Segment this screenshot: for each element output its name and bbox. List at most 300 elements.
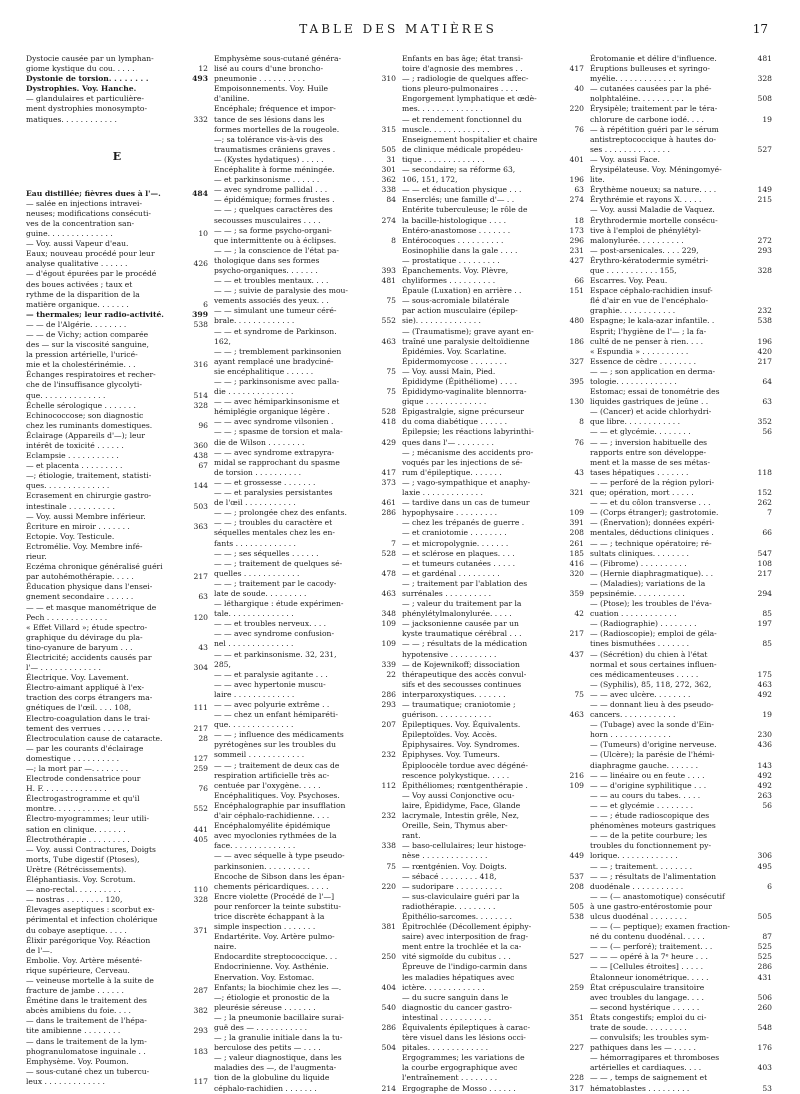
- entry-page-number: 373: [381, 477, 396, 487]
- index-entry: [402, 539, 584, 549]
- index-entry: [402, 922, 584, 962]
- entry-text: Électroculation cause de cataracte.: [26, 733, 163, 743]
- entry-text: Écriture en miroir . . . . . . .: [26, 521, 130, 531]
- entry-text: — rœntgénien. Voy. Doigts.: [402, 861, 507, 871]
- index-entry: [402, 892, 584, 912]
- index-entry: [590, 246, 772, 256]
- index-entry: [402, 700, 584, 720]
- index-entry: [590, 771, 772, 781]
- index-entry: [26, 74, 208, 84]
- entry-text: — d'égout épurées par le procédé des boues activées ; taux et rythme de la disparition de la matière organique. . . . . . .: [26, 269, 157, 309]
- index-entry: [26, 532, 208, 542]
- entry-page-number: 232: [381, 811, 396, 821]
- entry-page-number: 217: [193, 723, 208, 733]
- index-entry: [590, 1053, 772, 1073]
- index-entry: [590, 347, 772, 357]
- entry-text: Épilepsie; les réactions labyrinthi- ques dans l'— . . . . . . . .: [402, 427, 534, 447]
- entry-page-number: 287: [193, 986, 208, 996]
- entry-page-number: 505: [381, 144, 396, 154]
- entry-page-number: 399: [192, 309, 208, 319]
- entry-page-number: 40: [574, 84, 584, 94]
- entry-text: Épanchements. Voy. Plèvre, chyliformes . . . . . . . . . .: [402, 265, 509, 286]
- index-entry: [26, 1037, 208, 1057]
- index-entry: [26, 249, 208, 269]
- entry-page-number: 207: [381, 720, 396, 730]
- entry-page-number: 183: [193, 1046, 208, 1056]
- entry-page-number: 492: [757, 780, 772, 790]
- entry-page-number: 260: [757, 1002, 772, 1012]
- index-entry: [402, 740, 584, 750]
- entry-text: Esprit; l'hygiène de l'— ; la fa- culté de ne penser à rien. . . .: [590, 326, 707, 346]
- entry-text: Entérocoques . . . . . . . . . .: [402, 235, 504, 245]
- index-entry: [214, 135, 396, 155]
- entry-text: — — ; quelques caractères des secousses musculaires . . . .: [214, 205, 333, 225]
- index-entry: [590, 962, 772, 972]
- index-entry: [402, 1053, 584, 1083]
- entry-page-number: 338: [381, 841, 396, 851]
- entry-text: —; la mort par —. . . . . . . .: [26, 764, 129, 773]
- entry-text: — ; vago-sympathique et anaphy- laxie . . . . . . . . . . . . .: [402, 477, 531, 498]
- entry-text: —; sa tolérance vis-à-vis des traumatismes crâniens graves .: [214, 134, 336, 154]
- entry-text: Étalonneur ionométrique. . . . .: [590, 972, 709, 982]
- entry-page-number: 436: [757, 740, 772, 750]
- index-entry: [26, 451, 208, 461]
- index-entry: [590, 125, 772, 155]
- entry-text: — épidémique; formes frustes .: [214, 195, 335, 205]
- entry-text: Épididyme (Épithéliome) . . . .: [402, 377, 518, 386]
- index-entry: [214, 518, 396, 548]
- index-entry: [26, 744, 208, 764]
- index-entry: [590, 316, 772, 326]
- entry-text: — et craniotomie . . . . . . . .: [402, 528, 507, 538]
- entry-text: Éléphantiasis. Voy. Scrotum.: [26, 875, 136, 885]
- index-entry: [214, 175, 396, 185]
- entry-page-number: 18: [574, 215, 584, 225]
- entry-page-number: 84: [386, 195, 396, 205]
- entry-page-number: 66: [762, 528, 772, 538]
- index-entry: [26, 683, 208, 713]
- index-entry: [590, 690, 772, 700]
- index-entry: [402, 569, 584, 579]
- entry-text: Épileptoïdes. Voy. Accès.: [402, 730, 498, 740]
- index-entry: [402, 347, 584, 357]
- index-entry: [590, 599, 772, 619]
- index-entry: [590, 276, 772, 286]
- entry-page-number: 395: [569, 377, 584, 386]
- index-entry: [26, 814, 208, 834]
- entry-page-number: 418: [381, 417, 396, 427]
- index-entry: [402, 912, 584, 922]
- entry-page-number: 127: [193, 753, 208, 763]
- index-entry: [26, 582, 208, 602]
- index-entry: [590, 720, 772, 740]
- index-entry: [26, 411, 208, 431]
- entry-page-number: 217: [757, 568, 772, 578]
- entry-page-number: 7: [391, 538, 396, 548]
- entry-page-number: 429: [381, 437, 396, 447]
- entry-text: — — ; traitement par le cacody- late de soude. . . . . . . . .: [214, 578, 337, 598]
- index-entry: [26, 734, 208, 744]
- entry-page-number: 111: [193, 703, 208, 713]
- index-entry: [214, 730, 396, 760]
- entry-text: Épreuve de l'indigo-carmin dans les maladies hépatiques avec ictère. . . . . . . . . . . . .: [402, 962, 528, 992]
- entry-text: Electro-coagulation dans le trai- tement des verrues . . . . . .: [26, 713, 151, 733]
- entry-page-number: 10: [198, 229, 208, 239]
- entry-text: Empoisonnements. Voy. Huile d'aniline.: [214, 84, 329, 104]
- entry-text: — — — opéré à la 7ᵉ heure . . .: [590, 952, 708, 962]
- index-entry: [26, 330, 208, 370]
- entry-page-number: 56: [762, 427, 772, 437]
- index-entry: [26, 320, 208, 330]
- entry-text: — ; la granulie initiale dans la tu- berculose des petits — . . . .: [214, 1033, 343, 1053]
- index-entry: [402, 872, 584, 882]
- entry-text: — et parkinsonisme . . . . . .: [214, 175, 320, 185]
- entry-text: Dystocie causée par un lymphan- giome kystique du cou. . . . .: [26, 54, 154, 74]
- entry-text: Encoche de Sibson dans les épan- chements péricardiques. . . . .: [214, 871, 345, 891]
- entry-page-number: 363: [193, 521, 208, 531]
- index-entry: [26, 431, 208, 451]
- index-entry: [590, 216, 772, 246]
- index-entry: [214, 246, 396, 276]
- entry-page-number: 220: [381, 881, 396, 891]
- index-entry: [214, 670, 396, 680]
- entry-page-number: 505: [757, 911, 772, 921]
- index-entry: [26, 461, 208, 471]
- entry-text: — secondaire; sa réforme 63, 106, 151, 172,: [402, 165, 516, 185]
- entry-page-number: 328: [757, 74, 772, 84]
- entry-page-number: 6: [767, 881, 772, 891]
- index-entry: [26, 936, 208, 956]
- index-entry: [214, 892, 396, 932]
- entry-page-number: 538: [193, 319, 208, 329]
- entry-text: — Voy aussi Conjonctive ocu- laire, Épididyme, Face, Glande lacrymale, Intestin grêle, Nez, Oreille, Sein, Thymus aber- rant.: [402, 790, 521, 841]
- entry-page-number: 286: [381, 508, 396, 518]
- entry-text: Érythrémie et rayons X. . . . .: [590, 195, 702, 205]
- index-entry: [26, 905, 208, 935]
- entry-text: — — et du côlon transverse . . .: [590, 498, 711, 508]
- index-entry: [214, 84, 396, 104]
- entry-text: — — et troubles mentaux. . . .: [214, 276, 329, 286]
- entry-text: — Voy. aussi Maladie de Vaquez.: [590, 205, 715, 215]
- index-entry: [402, 1084, 584, 1094]
- entry-text: — — ; suivie de paralysie des mou- vements associés des yeux. . .: [214, 286, 348, 306]
- index-entry: [590, 579, 772, 599]
- index-entry: [590, 862, 772, 872]
- entry-page-number: 109: [381, 619, 396, 629]
- entry-text: — ; la pneumonie bacillaire surai- guë des — . . . . . . . . . . .: [214, 1012, 344, 1032]
- entry-page-number: 8: [391, 235, 396, 245]
- entry-text: Eau distillée; fièvres dues à l'—.: [26, 188, 161, 198]
- entry-text: Épididymo-vaginalite blennorra- gique . . . . . . . . . . . . .: [402, 387, 527, 407]
- index-entry: [590, 54, 772, 64]
- entry-text: — — perforé de la région pylori- que; opération, mort . . . . .: [590, 477, 715, 498]
- entry-text: Érysipèle; traitement par le téra- chlorure de carbone iodé. . . .: [590, 104, 718, 124]
- entry-text: — — ; résultats de l'alimentation duodénale . . . . . . . . . . .: [590, 871, 717, 891]
- entry-text: Enfants; la biochimie chez les —.: [214, 982, 342, 992]
- entry-page-number: 112: [381, 780, 396, 790]
- index-entry: [402, 377, 584, 387]
- entry-text: — — [Cellules étroites] . . . . .: [590, 962, 703, 972]
- entry-text: Encre violette (Procédé de l'—] pour renforcer la teinte substitu- trice discrète échappant à la simple inspection . . . . . . .: [214, 891, 341, 932]
- entry-text: — tardive dans un cas de tumeur hypophysaire . . . . . . . . .: [402, 498, 530, 518]
- index-entry: [402, 266, 584, 286]
- index-entry: [26, 1067, 208, 1087]
- index-entry: [590, 629, 772, 649]
- index-entry: [26, 491, 208, 511]
- entry-text: — prostatique . . . . . . . . .: [402, 255, 500, 265]
- index-entry: [26, 512, 208, 522]
- entry-text: Épileptiques. Voy. Équivalents.: [402, 720, 521, 730]
- entry-page-number: 208: [569, 528, 584, 538]
- entry-text: — Voy. aussi Vapeur d'eau.: [26, 239, 129, 249]
- index-entry: [214, 286, 396, 306]
- entry-text: — veineuse mortelle à la suite de fracture de jambe . . . . . .: [26, 975, 154, 996]
- entry-page-number: 120: [193, 612, 208, 622]
- index-entry: [214, 851, 396, 871]
- index-entry: [214, 962, 396, 972]
- index-entry: [214, 306, 396, 326]
- index-entry: [402, 256, 584, 266]
- entry-text: — sébacé . . . . . . . . 418,: [402, 871, 497, 881]
- index-entry: [402, 74, 584, 94]
- entry-text: — baso-cellulaires; leur histoge- nèse . . . . . . . . . . . . . .: [402, 841, 526, 861]
- index-entry: [590, 478, 772, 498]
- entry-text: — — (— peptique); examen fraction- né du contenu duodénal. . . . .: [590, 922, 730, 942]
- entry-text: — — avec ulcère. . . . . . . .: [590, 689, 691, 699]
- index-entry: [214, 155, 396, 165]
- index-entry: [214, 821, 396, 851]
- entry-page-number: 328: [193, 895, 208, 905]
- index-entry: [402, 407, 584, 427]
- entry-text: Épiphyses. Voy. Tumeurs.: [402, 750, 500, 760]
- index-entry: [590, 185, 772, 195]
- entry-text: — et sclérose en plaques. . . .: [402, 548, 515, 558]
- entry-text: Endocardite streptococcique. . .: [214, 952, 338, 962]
- entry-text: — léthargique : étude expérimen- tale. . . . . . . . . . . . . .: [214, 599, 344, 619]
- entry-page-number: 508: [757, 94, 772, 104]
- entry-page-number: 272: [757, 235, 772, 245]
- index-entry: [214, 104, 396, 134]
- entry-page-number: 332: [193, 114, 208, 124]
- entry-text: — — avec syndrome vilsonien .: [214, 417, 334, 427]
- index-entry: [590, 892, 772, 922]
- index-entry: [214, 629, 396, 649]
- index-entry: [402, 185, 584, 195]
- index-entry: [26, 603, 208, 623]
- entry-text: — — et grossesse . . . . . . .: [214, 477, 316, 487]
- entry-text: — — et parkinsonisme. 32, 231, 285,: [214, 649, 337, 669]
- entry-page-number: 296: [569, 235, 584, 245]
- entry-page-number: 492: [757, 770, 772, 780]
- entry-text: — — ; technique opératoire; ré- sultats cliniques. . . . . . . .: [590, 538, 712, 558]
- entry-text: — jacksonienne causée par un kyste traumatique cérébral . . .: [402, 619, 522, 639]
- entry-page-number: 232: [757, 306, 772, 316]
- index-entry: [26, 84, 208, 94]
- index-entry: [214, 327, 396, 347]
- index-entry: [402, 559, 584, 569]
- entry-text: — (Corps étranger); gastrotomie.: [590, 508, 719, 518]
- entry-page-number: 118: [757, 467, 772, 477]
- entry-text: — de Kojewnikoff; dissociation thérapeutique des accès convul- sifs et des secousses continues interparoxystiques. . . . . . .: [402, 659, 527, 699]
- index-entry: [26, 895, 208, 905]
- entry-text: Escarres. Voy. Peau.: [590, 276, 668, 286]
- entry-page-number: 417: [381, 467, 396, 477]
- index-entry: [26, 310, 208, 320]
- entry-text: Espace céphalo-rachidien insuf- flé d'air en vue de l'encéphalo- graphie. . . . . . . . . . . .: [590, 286, 713, 316]
- index-columns: [26, 54, 778, 1093]
- index-entry: [590, 205, 772, 215]
- entry-text: Estomac; essai de tonométrie des liquides gastriques de jeûne . .: [590, 387, 720, 407]
- index-entry: [402, 579, 584, 599]
- entry-text: — ; mécanisme des accidents pro- voqués par les injections de sé- rum d'épileptique. . . . . . .: [402, 447, 534, 477]
- index-entry: [402, 286, 584, 296]
- entry-text: — — ; son application en derma- tologie. . . . . . . . . . . . .: [590, 366, 716, 386]
- entry-page-number: 217: [569, 629, 584, 639]
- entry-page-number: 492: [757, 689, 772, 699]
- entry-text: — — d'origine syphilitique . . .: [590, 780, 707, 790]
- entry-page-number: 293: [193, 1026, 208, 1036]
- entry-page-number: 449: [569, 851, 584, 861]
- entry-page-number: 110: [193, 885, 208, 895]
- index-entry: [214, 791, 396, 801]
- index-entry: [402, 528, 584, 538]
- entry-page-number: 230: [757, 730, 772, 740]
- entry-text: Électro-myogrammes; leur utili- sation en clinique. . . . . . .: [26, 814, 150, 834]
- index-entry: [214, 488, 396, 508]
- page-number: 17: [752, 22, 768, 36]
- index-entry: [402, 357, 584, 367]
- index-entry: [214, 54, 396, 84]
- entry-page-number: 427: [569, 255, 584, 265]
- entry-text: Dystonie de torsion. . . . . . . .: [26, 74, 149, 84]
- index-entry: [590, 872, 772, 892]
- index-entry: [402, 54, 584, 74]
- index-entry: [590, 64, 772, 84]
- entry-text: — — ; traitement. . . . . . . .: [590, 861, 693, 871]
- entry-page-number: 217: [757, 356, 772, 366]
- index-entry: [214, 559, 396, 579]
- entry-page-number: 220: [569, 104, 584, 114]
- entry-page-number: 328: [193, 400, 208, 410]
- index-entry: [26, 764, 208, 774]
- entry-text: États congestifs; emploi du ci- trate de soude. . . . . . . . .: [590, 1012, 707, 1032]
- entry-text: Électro-aimant appliqué à l'ex- traction des corps étrangers ma- gnétiques de l'œil. . . . 108,: [26, 683, 153, 713]
- entry-text: Espagne; le kala-azar infantile. .: [590, 316, 715, 326]
- index-entry: [590, 1033, 772, 1053]
- index-entry: [402, 327, 584, 347]
- entry-text: Épiploocèle tordue avec dégéné- rescence polykystique. . . . .: [402, 760, 528, 780]
- index-entry: [590, 367, 772, 387]
- entry-text: — cutanées causées par la phé- nolphtaléine. . . . . . . . . .: [590, 84, 712, 104]
- index-entry: [590, 619, 772, 629]
- entry-page-number: 304: [193, 663, 208, 673]
- index-entry: [214, 619, 396, 629]
- entry-page-number: 538: [757, 316, 772, 326]
- index-entry: [590, 973, 772, 983]
- entry-text: — — de Vichy; action comparée des — sur la viscosité sanguine, la pression artérielle, l'uricé- mie et la cholestérinémie. . .: [26, 329, 149, 370]
- index-entry: [402, 1023, 584, 1053]
- entry-text: — — et paralysie agitante . . .: [214, 669, 328, 679]
- entry-text: — — et masque manométrique de Pech . . . . . . . . . . . . .: [26, 602, 157, 622]
- entry-page-number: 87: [762, 932, 772, 942]
- entry-page-number: 420: [757, 346, 772, 356]
- index-entry: [26, 94, 208, 124]
- entry-page-number: 362: [381, 175, 396, 185]
- entry-page-number: 537: [569, 871, 584, 881]
- entry-page-number: 185: [569, 548, 584, 558]
- entry-text: Engorgement lymphatique et œdè- mes. . . . . . . . . . . . . .: [402, 94, 537, 114]
- index-entry: [590, 750, 772, 770]
- entry-text: — sudoripare . . . . . . . . . .: [402, 881, 503, 891]
- entry-text: Emphysème. Voy. Poumon.: [26, 1056, 129, 1066]
- entry-text: — — ; parkinsonisme avec palla- die . . . . . . . . . . . . . .: [214, 377, 340, 397]
- entry-text: — Voy. aussi Contractures, Doigts morts, Tube digestif (Ptoses), Urètre (Rétrécissements).: [26, 844, 156, 874]
- entry-page-number: 117: [193, 1076, 208, 1086]
- entry-text: — — et troubles nerveux. . . .: [214, 619, 327, 629]
- entry-text: « Espundia » . . . . . . . . . .: [590, 346, 689, 356]
- entry-page-number: 196: [757, 336, 772, 346]
- entry-page-number: 286: [381, 689, 396, 699]
- index-entry: [590, 195, 772, 205]
- entry-page-number: 371: [193, 925, 208, 935]
- entry-text: — du sucre sanguin dans le diagnostic du cancer gastro- intestinal . . . . . . . . . . .: [402, 992, 512, 1022]
- entry-text: Épitrochlée (Décollement épiphy- saire) avec interposition de frag- ment entre la trochlée et la ca- vité sigmoïde du cubitus . . .: [402, 922, 532, 962]
- index-entry: [26, 673, 208, 683]
- index-entry: [402, 730, 584, 740]
- entry-page-number: 109: [569, 508, 584, 518]
- entry-text: Essence de cèdre . . . . . . . .: [590, 356, 697, 366]
- entry-page-number: 493: [192, 74, 208, 84]
- index-entry: [590, 922, 772, 942]
- entry-text: — — et syndrome de Parkinson. 162,: [214, 326, 337, 346]
- entry-text: — dans le traitement de l'hépa- tite amibienne . . . . . . . .: [26, 1016, 147, 1036]
- entry-text: Électricité; accidents causés par l'— . . . . . . . . . . . . .: [26, 652, 152, 673]
- entry-text: — thermales; leur radio-activité.: [26, 309, 164, 319]
- entry-page-number: 53: [762, 1083, 772, 1093]
- entry-page-number: 42: [574, 609, 584, 619]
- entry-text: Éducation physique dans l'ensei- gnement secondaire . . . . . .: [26, 582, 153, 602]
- index-entry: [214, 417, 396, 427]
- index-entry: [402, 619, 584, 639]
- entry-page-number: 216: [569, 770, 584, 780]
- entry-page-number: 310: [381, 74, 396, 84]
- entry-page-number: 547: [757, 548, 772, 558]
- entry-text: Érotomanie et délire d'influence.: [590, 54, 717, 63]
- entry-text: — — ; la conscience de l'état pa- thologique dans ses formes psycho-organiques. . . . . . .: [214, 245, 339, 275]
- entry-text: — — et glycémie . . . . . . . .: [590, 800, 694, 810]
- entry-text: Entéro-anastomose . . . . . . .: [402, 225, 511, 235]
- entry-page-number: 382: [193, 1006, 208, 1016]
- entry-page-number: 351: [569, 1012, 584, 1022]
- index-entry: [402, 236, 584, 246]
- entry-text: « Effet Villard »; étude spectro- graphique du dévirage du pla- tino-cyanure de baryum . . .: [26, 622, 148, 652]
- entry-text: — ; traitement par l'ablation des surrénales . . . . . . . . . .: [402, 578, 528, 598]
- index-entry: [26, 774, 208, 794]
- entry-text: — (Maladies); variations de la pepsinémie. . . . . . . . . . .: [590, 578, 706, 598]
- index-entry: [590, 539, 772, 559]
- entry-page-number: 149: [757, 185, 772, 195]
- entry-page-number: 175: [757, 669, 772, 679]
- index-entry: [590, 650, 772, 680]
- entry-page-number: 463: [381, 588, 396, 598]
- entry-text: — second hystérique . . . . . .: [590, 1002, 700, 1012]
- entry-page-number: 391: [569, 518, 584, 528]
- entry-text: — (Fibrome) . . . . . . . . . .: [590, 558, 687, 568]
- entry-text: — (Radiographie) . . . . . . . .: [590, 619, 697, 629]
- index-entry: [590, 811, 772, 861]
- index-entry: [402, 660, 584, 700]
- entry-page-number: 28: [198, 733, 208, 743]
